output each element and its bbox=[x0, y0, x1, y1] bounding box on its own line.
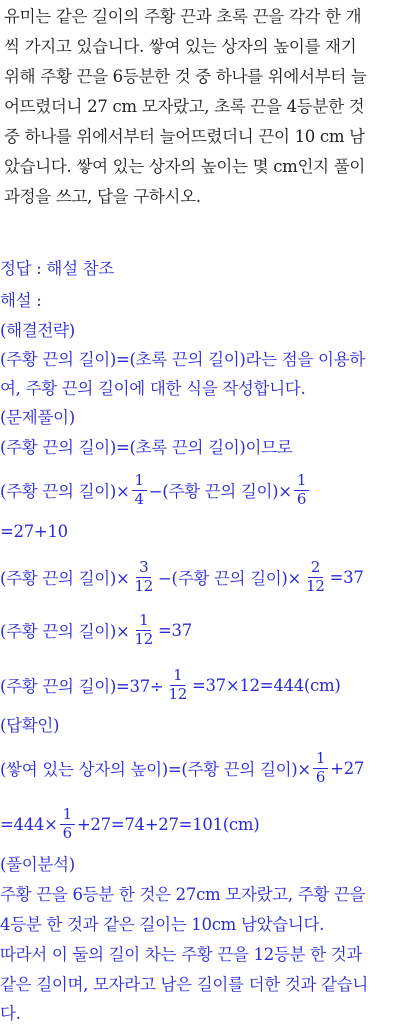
solve-heading: (문제풀이) bbox=[0, 408, 75, 427]
question-text bbox=[4, 2, 398, 212]
equation-text: +27=74+27=101(cm) bbox=[76, 814, 260, 834]
strategy-line: 여, 주황 끈의 길이에 대한 식을 작성합니다. bbox=[0, 379, 306, 398]
equation-3 bbox=[0, 552, 400, 602]
equation-7 bbox=[0, 799, 400, 849]
numerator: 1 bbox=[132, 473, 147, 491]
equation-5 bbox=[0, 660, 400, 710]
equation-2: =27+10 bbox=[0, 521, 68, 541]
equation-text: =37 bbox=[329, 567, 364, 587]
fraction bbox=[313, 748, 328, 786]
fraction bbox=[132, 470, 147, 508]
fraction bbox=[132, 557, 157, 595]
strategy-heading: (해결전략) bbox=[0, 321, 75, 340]
fraction bbox=[303, 557, 328, 595]
analysis-heading: (풀이분석) bbox=[0, 855, 75, 874]
equation-6 bbox=[0, 743, 400, 793]
equation-text: =444× bbox=[0, 814, 58, 834]
question-line: 유미는 같은 길이의 주황 끈과 초록 끈을 각각 한 개 bbox=[4, 7, 362, 26]
equation-text: −(주황 끈의 길이)× bbox=[148, 482, 292, 501]
analysis-line: 주황 끈을 6등분 한 것은 27cm 모자랐고, 주황 끈을 bbox=[0, 885, 366, 904]
equation-text: =37×12=444(cm) bbox=[191, 675, 341, 695]
question-line: 어뜨렸더니 27 cm 모자랐고, 초록 끈을 4등분한 것 bbox=[4, 97, 365, 116]
numerator: 2 bbox=[308, 560, 323, 578]
denominator: 12 bbox=[168, 684, 187, 703]
question-line: 위해 주황 끈을 6등분한 것 중 하나를 위에서부터 늘 bbox=[4, 67, 367, 86]
answer-label: 정답 : 해설 참조 bbox=[0, 259, 114, 278]
question-line: 았습니다. 쌓여 있는 상자의 높이는 몇 cm인지 풀이 bbox=[4, 157, 365, 176]
equation-text: =37 bbox=[158, 620, 192, 640]
equation-4 bbox=[0, 605, 400, 655]
strategy-line: (주황 끈의 길이)=(초록 끈의 길이)라는 점을 이용하 bbox=[0, 350, 365, 369]
denominator: 6 bbox=[315, 767, 326, 786]
equation-text: −(주황 끈의 길이)× bbox=[158, 569, 302, 588]
check-heading: (답확인) bbox=[0, 716, 60, 735]
numerator: 1 bbox=[294, 473, 309, 491]
denominator: 12 bbox=[306, 576, 325, 595]
numerator: 1 bbox=[60, 807, 75, 825]
numerator: 1 bbox=[170, 668, 185, 686]
equation-text: (쌓여 있는 상자의 높이)=(주황 끈의 길이)× bbox=[0, 760, 311, 779]
question-line: 과정을 쓰고, 답을 구하시오. bbox=[4, 187, 201, 206]
equation-text: +27 bbox=[330, 758, 365, 778]
analysis-line: 4등분 한 것과 같은 길이는 10cm 남았습니다. bbox=[0, 915, 325, 934]
fraction bbox=[60, 804, 75, 842]
denominator: 12 bbox=[134, 629, 154, 648]
denominator: 6 bbox=[62, 823, 72, 842]
solve-line: (주황 끈의 길이)=(초록 끈의 길이)이므로 bbox=[0, 438, 293, 457]
question-line: 씩 가지고 있습니다. 쌓여 있는 상자의 높이를 재기 bbox=[4, 37, 357, 56]
fraction bbox=[294, 470, 309, 508]
equation-text: (주황 끈의 길이)× bbox=[0, 622, 130, 641]
explain-label: 해설 : bbox=[0, 291, 42, 310]
equation-text: (주황 끈의 길이)× bbox=[0, 482, 130, 501]
numerator: 1 bbox=[313, 751, 328, 769]
equation-text: (주황 끈의 길이)=37÷ bbox=[0, 677, 164, 696]
numerator: 1 bbox=[136, 613, 151, 631]
equation-1 bbox=[0, 465, 400, 515]
numerator: 3 bbox=[136, 560, 151, 578]
denominator: 12 bbox=[134, 576, 154, 595]
denominator: 6 bbox=[296, 489, 307, 508]
fraction bbox=[165, 665, 190, 703]
analysis-line: 따라서 이 둘의 길이 차는 주황 끈을 12등분 한 것과 bbox=[0, 945, 363, 964]
denominator: 4 bbox=[134, 489, 144, 508]
question-line: 중 하나를 위에서부터 늘어뜨렸더니 끈이 10 cm 남 bbox=[4, 127, 365, 146]
analysis-line: 같은 길이며, 모자라고 남은 길이를 더한 것과 같습니 bbox=[0, 975, 368, 994]
analysis-line: 다. bbox=[0, 1004, 21, 1023]
fraction bbox=[132, 610, 157, 648]
equation-text: (주황 끈의 길이)× bbox=[0, 569, 130, 588]
